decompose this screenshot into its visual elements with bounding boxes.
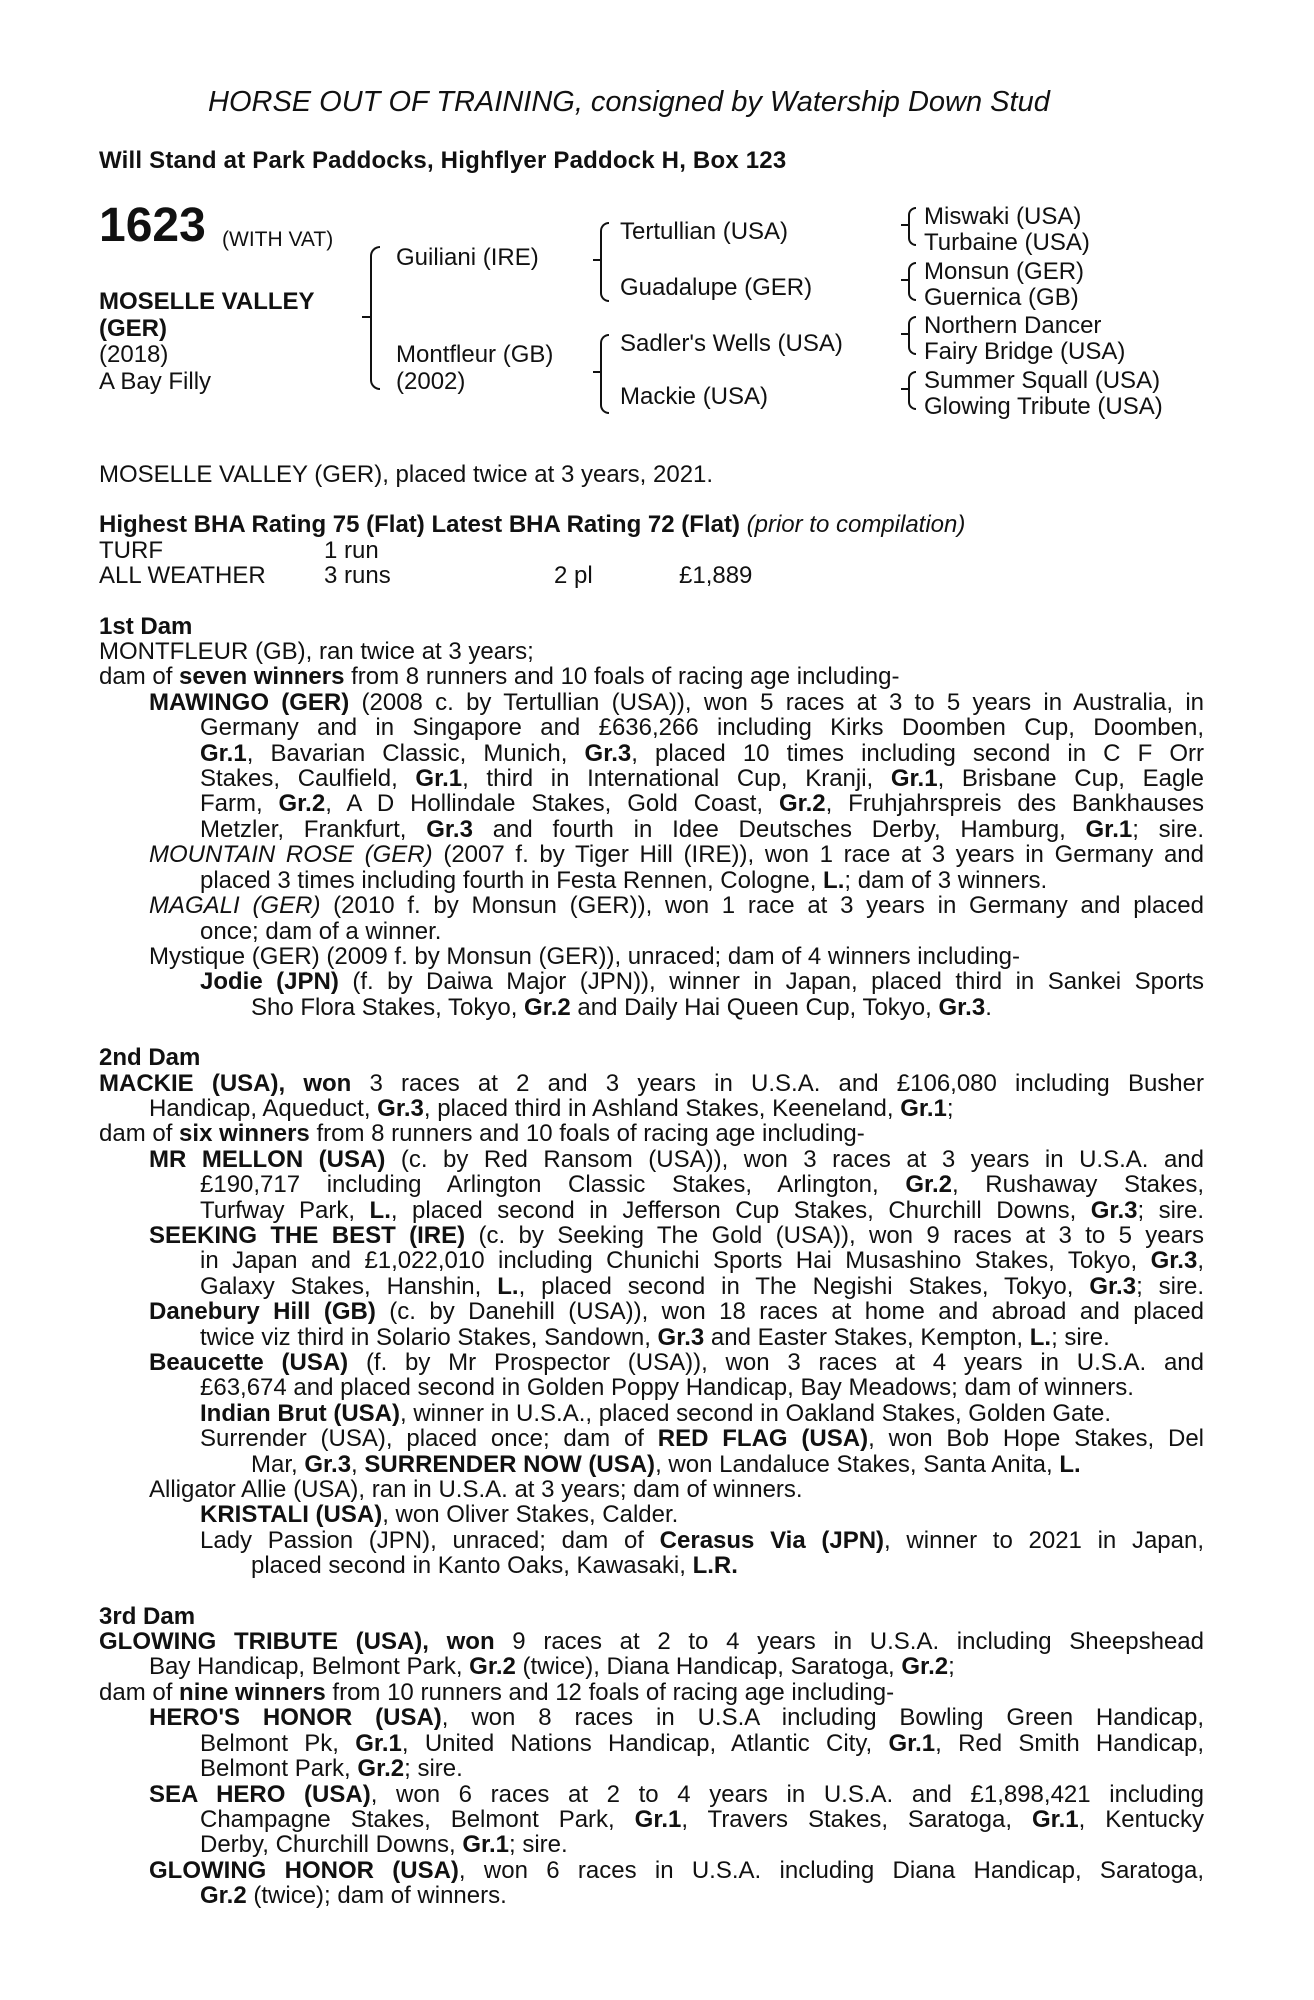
jodie-line2: Sho Flora Stakes, Tokyo, Gr.2 and Daily Hai Queen Cup, Tokyo, Gr.3.	[251, 993, 992, 1021]
sea-hero-line2: Champagne Stakes, Belmont Park, Gr.1, Travers Stakes, Saratoga, Gr.1, Kentucky	[200, 1805, 1204, 1833]
g3-brace-3-notch	[901, 333, 909, 335]
aw-placed: 2 pl	[554, 562, 593, 590]
mellon-line3: Turfway Park, L., placed second in Jefferson Cup Stakes, Churchill Downs, Gr.3; sire.	[200, 1196, 1204, 1224]
sire-parents-brace-notch	[593, 259, 601, 261]
catalogue-body	[99, 462, 1204, 1909]
aw-label: ALL WEATHER	[99, 562, 266, 590]
pedigree-dam-year: (2002)	[396, 368, 466, 395]
dam-parents-brace	[600, 334, 609, 414]
g3-brace-2-notch	[901, 279, 909, 281]
seeking-line2: in Japan and £1,022,010 including Chunichi Sports Hai Musashino Stakes, Tokyo, Gr.3,	[200, 1247, 1204, 1275]
surrender-line1: Surrender (USA), placed once; dam of RED FLAG (USA), won Bob Hope Stakes, Del	[200, 1425, 1204, 1453]
mellon-line2: £190,717 including Arlington Classic Stakes, Arlington, Gr.2, Rushaway Stakes,	[200, 1171, 1204, 1199]
aw-prize: £1,889	[679, 562, 753, 590]
sea-hero-line3: Derby, Churchill Downs, Gr.1; sire.	[200, 1831, 568, 1859]
pedigree-g3-3: Monsun (GER)	[924, 258, 1085, 285]
pedigree-g3-5: Northern Dancer	[924, 312, 1102, 339]
heros-honor-line2: Belmont Pk, Gr.1, United Nations Handicap, Atlantic City, Gr.1, Red Smith Handicap,	[200, 1729, 1204, 1757]
seeking-line1: SEEKING THE BEST (IRE) (c. by Seeking The Gold (USA)), won 9 races at 3 to 5 years	[149, 1221, 1204, 1249]
horse-description: A Bay Filly	[99, 368, 212, 395]
seeking-line3: Galaxy Stakes, Hanshin, L., placed second in The Negishi Stakes, Tokyo, Gr.3; sire.	[200, 1272, 1204, 1300]
g3-brace-3	[908, 316, 916, 355]
pedigree-g3-7: Summer Squall (USA)	[924, 367, 1161, 394]
danebury-line2: twice viz third in Solario Stakes, Sandown, Gr.3 and Easter Stakes, Kempton, L.; sire.	[200, 1323, 1110, 1351]
magali-line1: MAGALI (GER) (2010 f. by Monsun (GER)), won 1 race at 3 years in Germany and placed	[149, 892, 1204, 920]
first-dam-line: MONTFLEUR (GB), ran twice at 3 years;	[99, 638, 534, 666]
race-summary: MOSELLE VALLEY (GER), placed twice at 3 years, 2021.	[99, 461, 714, 488]
mackie-line1: MACKIE (USA), won 3 races at 2 and 3 years in U.S.A. and £106,080 including Busher	[99, 1069, 1204, 1097]
g3-brace-2	[908, 262, 916, 301]
pedigree-sire-sire: Tertullian (USA)	[620, 218, 789, 245]
mountain-rose-line2: placed 3 times including fourth in Festa Rennen, Cologne, L.; dam of 3 winners.	[200, 866, 1048, 894]
glowing-honor-line2: Gr.2 (twice); dam of winners.	[200, 1882, 507, 1910]
aw-row	[99, 563, 1204, 588]
mawingo-line3: Gr.1, Bavarian Classic, Munich, Gr.3, placed 10 times including second in C F Orr	[200, 739, 1205, 767]
pedigree-dam-sire: Sadler's Wells (USA)	[620, 330, 843, 357]
g3-brace-1	[908, 207, 916, 246]
surrender-line2: Mar, Gr.3, SURRENDER NOW (USA), won Landaluce Stakes, Santa Anita, L.	[251, 1450, 1081, 1478]
glowing-tribute-line1: GLOWING TRIBUTE (USA), won 9 races at 2 to 4 years in U.S.A. including Sheepshead	[99, 1628, 1205, 1656]
g3-brace-4-notch	[901, 388, 909, 390]
sire-parents-brace	[600, 222, 609, 302]
sire-dam-brace	[370, 246, 380, 390]
pedigree-g3-2: Turbaine (USA)	[924, 229, 1090, 256]
mackie-line2: Handicap, Aqueduct, Gr.3, placed third in Ashland Stakes, Keeneland, Gr.1;	[149, 1094, 954, 1122]
third-dam-produce: dam of nine winners from 10 runners and 12 foals of racing age including-	[99, 1678, 895, 1706]
lady-passion-line1: Lady Passion (JPN), unraced; dam of Cerasus Via (JPN), winner to 2021 in Japan,	[200, 1526, 1205, 1554]
pedigree-dam-dam: Mackie (USA)	[620, 383, 769, 410]
pedigree-sire: Guiliani (IRE)	[396, 244, 539, 271]
pedigree-sire-dam: Guadalupe (GER)	[620, 274, 813, 301]
kristali-line: KRISTALI (USA), won Oliver Stakes, Calder.	[200, 1501, 679, 1529]
rating-note: (prior to compilation)	[746, 511, 966, 539]
page-title: HORSE OUT OF TRAINING, consigned by Watership Down Stud	[208, 86, 1050, 118]
horse-name-line1: MOSELLE VALLEY	[99, 288, 315, 315]
beaucette-line2: £63,674 and placed second in Golden Poppy Handicap, Bay Meadows; dam of winners.	[200, 1374, 1134, 1402]
horse-year: (2018)	[99, 341, 169, 368]
mellon-line1: MR MELLON (USA) (c. by Red Ransom (USA)), won 3 races at 3 years in U.S.A. and	[149, 1145, 1205, 1173]
turf-row	[99, 538, 1204, 563]
glowing-honor-line1: GLOWING HONOR (USA), won 6 races in U.S.A. including Diana Handicap, Saratoga,	[149, 1856, 1205, 1884]
rating-text: Highest BHA Rating 75 (Flat) Latest BHA Rating 72 (Flat)	[99, 511, 740, 539]
beaucette-line1: Beaucette (USA) (f. by Mr Prospector (USA)), won 3 races at 4 years in U.S.A. and	[149, 1349, 1204, 1376]
horse-name-line2: (GER)	[99, 315, 167, 342]
lady-passion-line2: placed second in Kanto Oaks, Kawasaki, L.R.	[251, 1552, 738, 1580]
mountain-rose-line1: MOUNTAIN ROSE (GER) (2007 f. by Tiger Hill (IRE)), won 1 race at 3 years in Germany and	[149, 841, 1205, 869]
pedigree-g3-6: Fairy Bridge (USA)	[924, 338, 1126, 365]
indian-brut-line: Indian Brut (USA), winner in U.S.A., placed second in Oakland Stakes, Golden Gate.	[200, 1399, 1112, 1427]
vat-note: (WITH VAT)	[222, 228, 334, 251]
mawingo-line5: Farm, Gr.2, A D Hollindale Stakes, Gold Coast, Gr.2, Fruhjahrspreis des Bankhauses	[200, 790, 1204, 818]
first-dam-heading: 1st Dam	[99, 612, 193, 640]
g3-brace-1-notch	[901, 224, 909, 226]
turf-label: TURF	[99, 536, 163, 564]
alligator-line: Alligator Allie (USA), ran in U.S.A. at 3 years; dam of winners.	[149, 1476, 803, 1504]
g3-brace-4	[908, 371, 916, 410]
sea-hero-line1: SEA HERO (USA), won 6 races at 2 to 4 years in U.S.A. and £1,898,421 including	[149, 1780, 1204, 1808]
mawingo-line6: Metzler, Frankfurt, Gr.3 and fourth in Idee Deutsches Derby, Hamburg, Gr.1; sire.	[200, 815, 1204, 843]
jodie-line1: Jodie (JPN) (f. by Daiwa Major (JPN)), winner in Japan, placed third in Sankei Sports	[200, 968, 1204, 996]
pedigree-g3-1: Miswaki (USA)	[924, 203, 1082, 230]
first-dam-produce: dam of seven winners from 8 runners and 10 foals of racing age including-	[99, 663, 900, 691]
mawingo-line1: MAWINGO (GER) (2008 c. by Tertullian (USA)), won 5 races at 3 to 5 years in Australia, in	[149, 688, 1204, 716]
magali-line2: once; dam of a winner.	[200, 917, 442, 945]
second-dam-produce: dam of six winners from 8 runners and 10 foals of racing age including-	[99, 1120, 865, 1148]
turf-runs: 1 run	[324, 536, 379, 564]
aw-runs: 3 runs	[324, 562, 391, 590]
lot-number: 1623	[99, 199, 206, 252]
horse-name	[99, 288, 369, 342]
heros-honor-line1: HERO'S HONOR (USA), won 8 races in U.S.A including Bowling Green Handicap,	[149, 1704, 1204, 1732]
mystique-line: Mystique (GER) (2009 f. by Monsun (GER)), unraced; dam of 4 winners including-	[149, 942, 1021, 970]
pedigree-dam: Montfleur (GB)	[396, 341, 554, 368]
mawingo-line2: Germany and in Singapore and £636,266 including Kirks Doomben Cup, Doomben,	[200, 714, 1204, 742]
dam-parents-brace-notch	[593, 371, 601, 373]
stand-location: Will Stand at Park Paddocks, Highflyer Paddock H, Box 123	[99, 147, 787, 174]
mawingo-line4: Stakes, Caulfield, Gr.1, third in International Cup, Kranji, Gr.1, Brisbane Cup, Eagle	[200, 765, 1204, 793]
pedigree-g3-4: Guernica (GB)	[924, 284, 1079, 311]
sire-dam-brace-notch	[362, 316, 370, 318]
glowing-tribute-line2: Bay Handicap, Belmont Park, Gr.2 (twice), Diana Handicap, Saratoga, Gr.2;	[149, 1653, 955, 1681]
second-dam-heading: 2nd Dam	[99, 1044, 201, 1072]
heros-honor-line3: Belmont Park, Gr.2; sire.	[200, 1755, 463, 1783]
danebury-line1: Danebury Hill (GB) (c. by Danehill (USA)), won 18 races at home and abroad and placed	[149, 1298, 1204, 1326]
rating-line	[99, 512, 1204, 537]
pedigree-g3-8: Glowing Tribute (USA)	[924, 393, 1163, 420]
third-dam-heading: 3rd Dam	[99, 1602, 196, 1630]
